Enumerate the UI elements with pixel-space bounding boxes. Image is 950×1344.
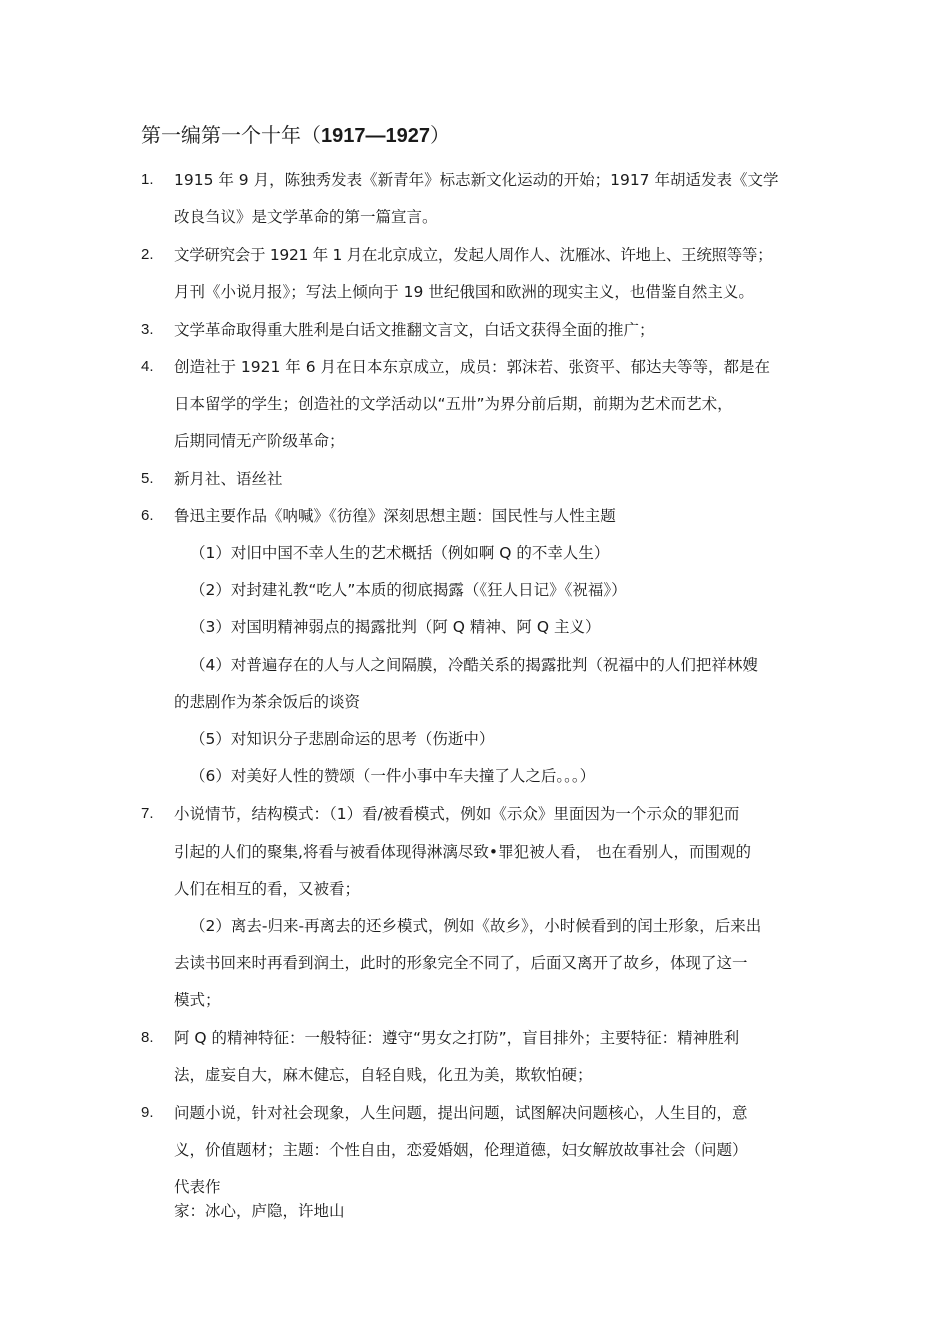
item-8-line-2: 法，虚妄自大，麻木健忘，自轻自贱，化丑为美，欺软怕硬； <box>174 1066 593 1084</box>
item-6-line-1: 鲁迅主要作品《呐喊》《彷徨》深刻思想主题：国民性与人性主题 <box>174 507 616 525</box>
item-1-line-2: 改良刍议》是文学革命的第一篇宣言。 <box>174 208 438 226</box>
item-6-sub-4: （4）对普遍存在的人与人之间隔膜，冷酷关系的揭露批判（祝福中的人们把祥林嫂 <box>190 656 758 674</box>
item-number-2: 2. <box>141 246 154 263</box>
title-suffix: ） <box>429 123 450 147</box>
item-5-line-1: 新月社、语丝社 <box>174 470 283 488</box>
item-7-line-3: 人们在相互的看，又被看； <box>174 880 361 898</box>
item-7-line-6: 模式； <box>174 991 221 1009</box>
item-4-line-2: 日本留学的学生；创造社的文学活动以“五卅”为界分前后期，前期为艺术而艺术， <box>174 395 733 413</box>
item-6-sub-5: （5）对知识分子悲剧命运的思考（伤逝中） <box>190 730 495 748</box>
item-9-line-3: 代表作 <box>174 1178 221 1196</box>
item-4-line-3: 后期同情无产阶级革命； <box>174 432 345 450</box>
item-1-line-1: 1915 年 9 月，陈独秀发表《新青年》标志新文化运动的开始；1917 年胡适发表《文学 <box>174 171 779 189</box>
item-number-6: 6. <box>141 507 154 524</box>
item-6-sub-6: （6）对美好人性的赞颂（一件小事中车夫撞了人之后。。。） <box>190 767 596 785</box>
item-number-5: 5. <box>141 470 154 487</box>
item-7-line-2: 引起的人们的聚集,将看与被看体现得淋漓尽致•罪犯被人看， 也在看别人，而围观的 <box>174 843 751 861</box>
item-number-3: 3. <box>141 321 154 338</box>
item-2-line-2: 月刊《小说月报》；写法上倾向于 19 世纪俄国和欧洲的现实主义，也借鉴自然主义。 <box>174 283 754 301</box>
page-title <box>141 120 450 151</box>
item-7-line-1: 小说情节，结构模式：（1）看/被看模式，例如《示众》里面因为一个示众的罪犯而 <box>174 805 740 823</box>
item-8-line-1: 阿 Q 的精神特征：一般特征：遵守“男女之打防”，盲目排外；主要特征：精神胜利 <box>174 1029 740 1047</box>
item-number-7: 7. <box>141 805 154 822</box>
item-4-line-1: 创造社于 1921 年 6 月在日本东京成立，成员：郭沫若、张资平、郁达夫等等，都是在 <box>174 358 771 376</box>
item-9-line-1: 问题小说，针对社会现象，人生问题，提出问题，试图解决问题核心，人生目的，意 <box>174 1104 748 1122</box>
item-2-line-1: 文学研究会于 1921 年 1 月在北京成立，发起人周作人、沈雁冰、许地上、王统照等等； <box>174 246 773 264</box>
item-7-line-4: （2）离去-归来-再离去的还乡模式，例如《故乡》，小时候看到的闰土形象，后来出 <box>190 917 762 935</box>
item-6-sub-4-cont: 的悲剧作为茶余饭后的谈资 <box>174 693 361 711</box>
item-number-9: 9. <box>141 1104 154 1121</box>
item-9-line-2: 义，价值题材；主题：个性自由，恋爱婚姻，伦理道德，妇女解放故事社会（问题） <box>174 1141 748 1159</box>
item-number-1: 1. <box>141 171 154 188</box>
item-number-4: 4. <box>141 358 154 375</box>
item-6-sub-1: （1）对旧中国不幸人生的艺术概括（例如啊 Q 的不幸人生） <box>190 544 610 562</box>
item-3-line-1: 文学革命取得重大胜利是白话文推翻文言文，白话文获得全面的推广； <box>174 321 655 339</box>
item-7-line-5: 去读书回来时再看到润土，此时的形象完全不同了，后面又离开了故乡，体现了这一 <box>174 954 748 972</box>
item-9-line-4: 家：冰心，庐隐，许地山 <box>174 1202 345 1220</box>
item-number-8: 8. <box>141 1029 154 1046</box>
title-years: 1917—1927 <box>321 125 430 147</box>
item-6-sub-2: （2）对封建礼教“吃人”本质的彻底揭露（《狂人日记》《祝福》） <box>190 581 627 599</box>
title-prefix: 第一编第一个十年（ <box>141 123 321 147</box>
item-6-sub-3: （3）对国明精神弱点的揭露批判（阿 Q 精神、阿 Q 主义） <box>190 618 601 636</box>
